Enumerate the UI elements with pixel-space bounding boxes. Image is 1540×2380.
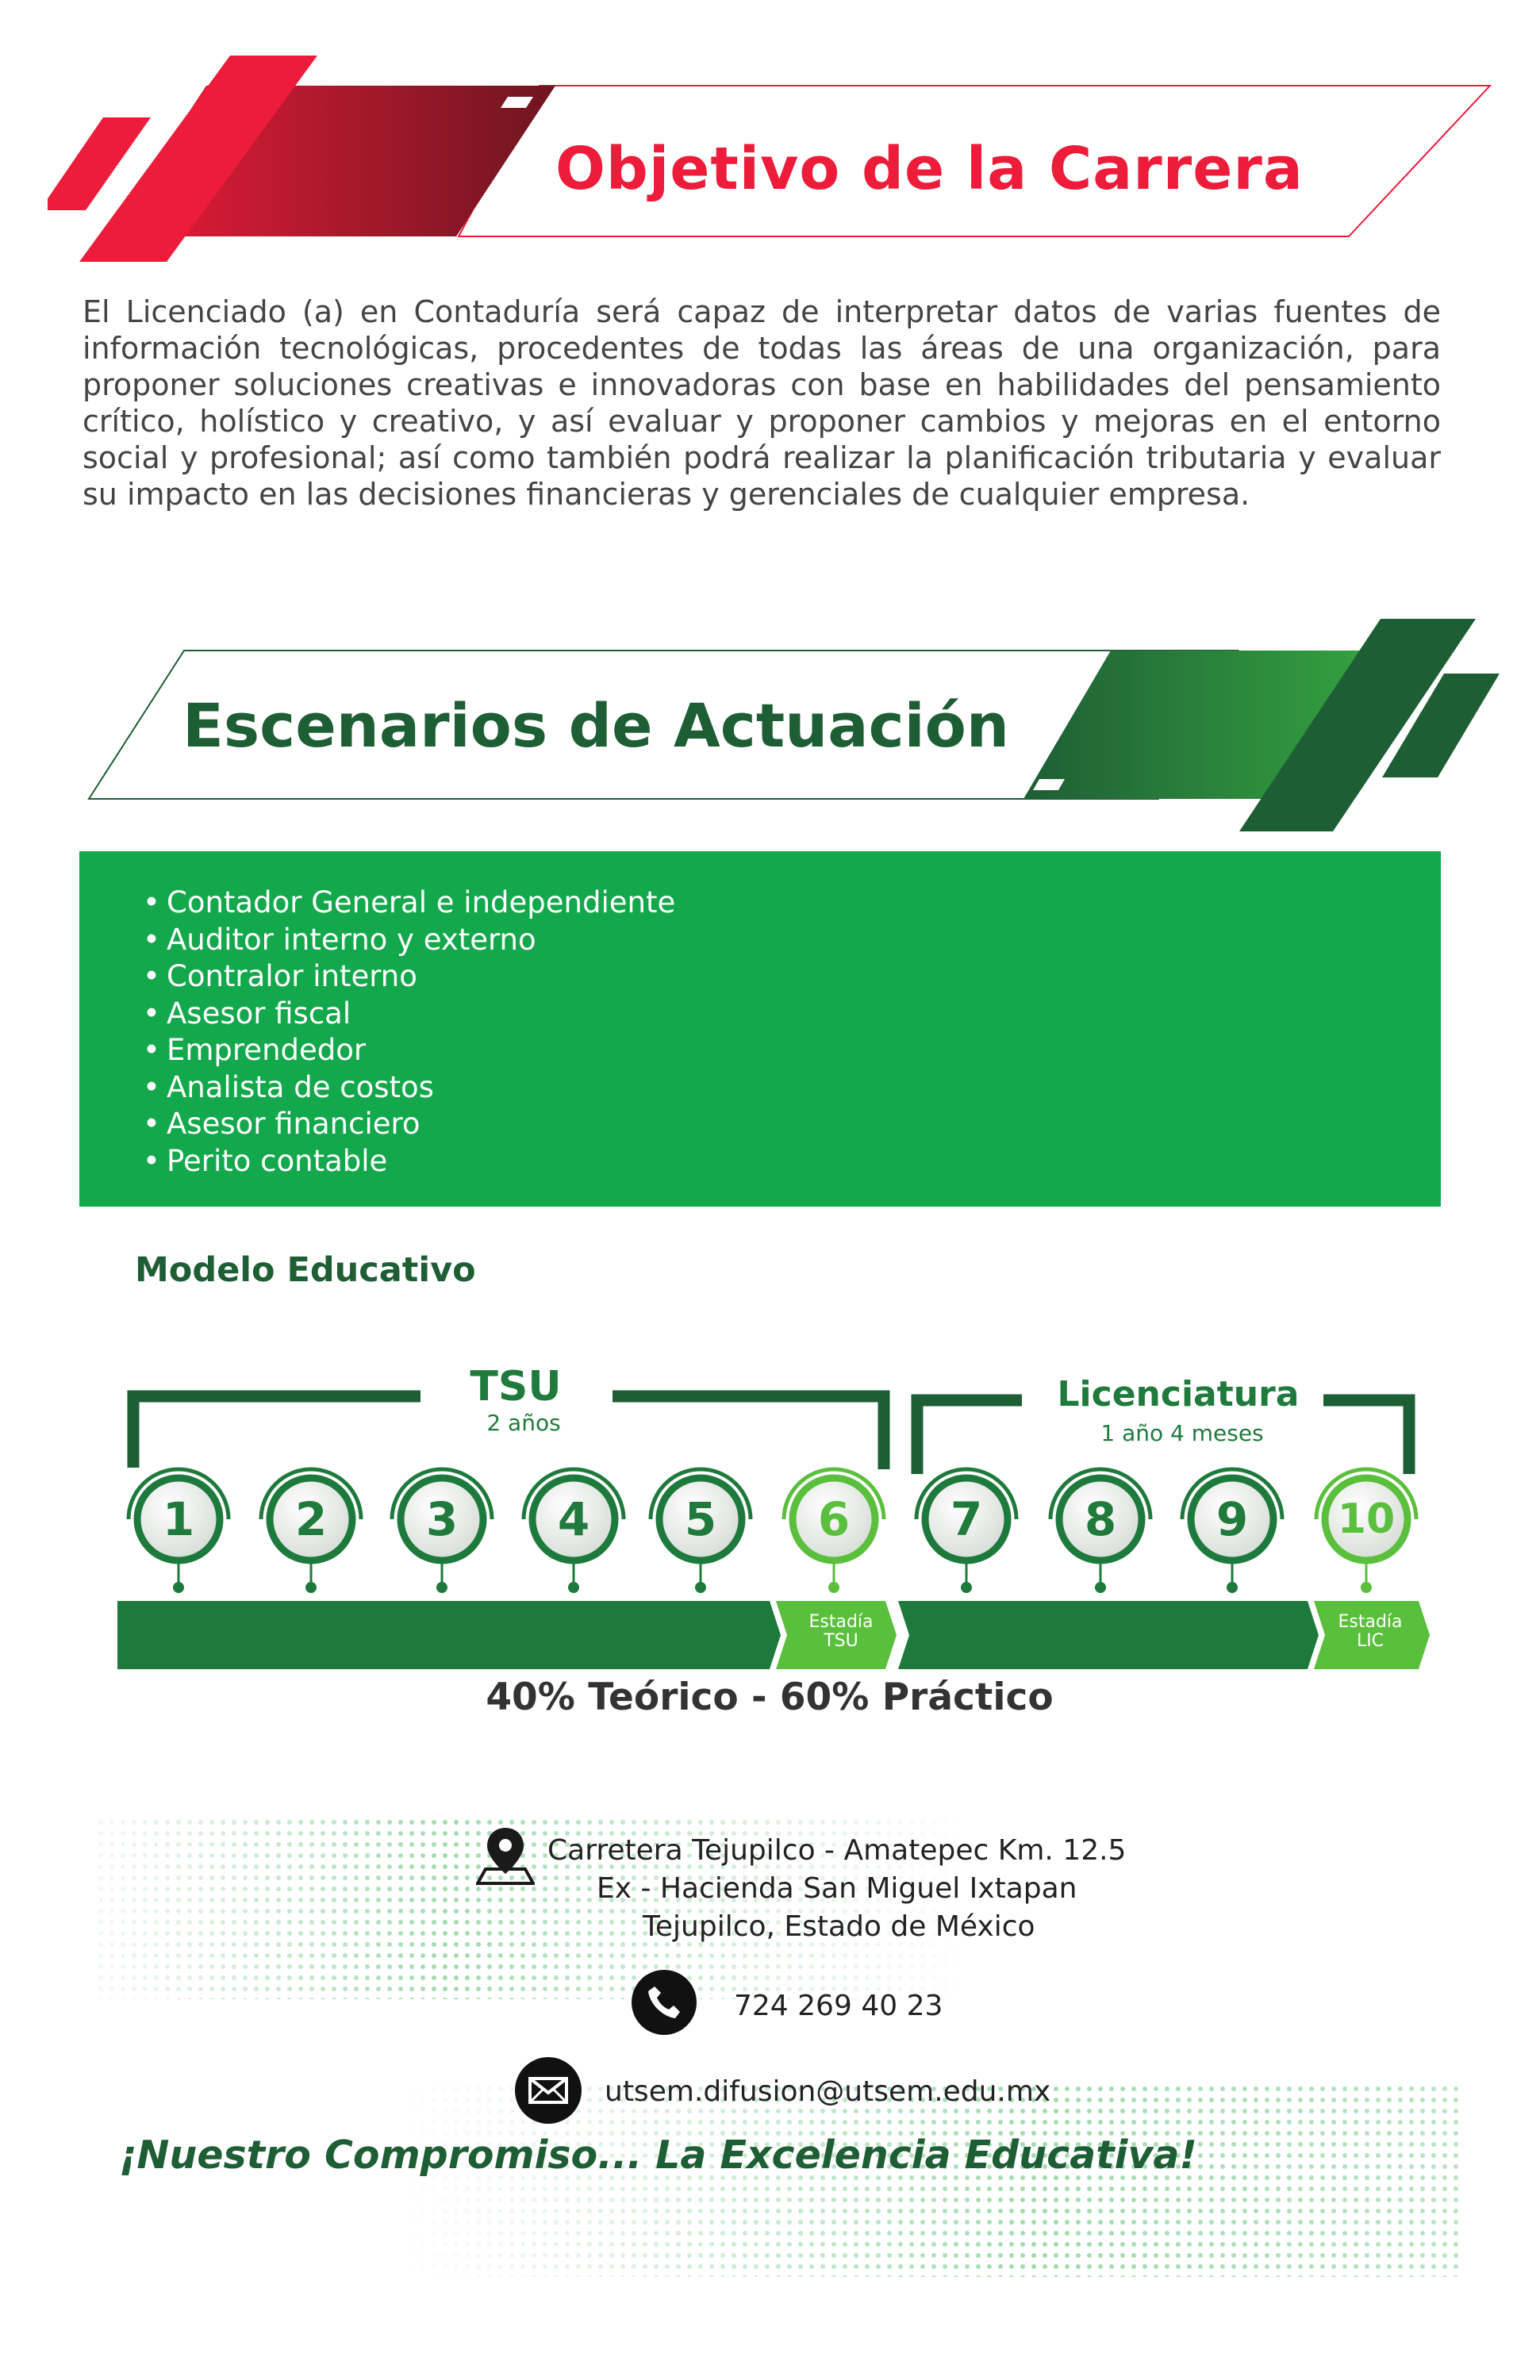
model-title: Modelo Educativo	[135, 1250, 476, 1290]
list-item: • Asesor fiscal	[143, 996, 1441, 1033]
step-1	[119, 1456, 238, 1614]
address-line-3: Tejupilco, Estado de México	[643, 1910, 1035, 1943]
ratio-text: 40% Teórico - 60% Práctico	[486, 1676, 1054, 1719]
mail-icon	[514, 2056, 582, 2125]
step-9	[1173, 1456, 1292, 1614]
list-item: • Perito contable	[143, 1143, 1441, 1180]
step-5	[641, 1456, 760, 1614]
step-number: 5	[684, 1492, 717, 1546]
list-item: • Auditor interno y externo	[143, 922, 1441, 959]
list-item: • Contador General e independiente	[143, 885, 1441, 922]
address-line-1: Carretera Tejupilco - Amatepec Km. 12.5	[547, 1834, 1127, 1867]
step-number: 3	[425, 1492, 459, 1546]
list-item: • Emprendedor	[143, 1032, 1441, 1069]
step-10	[1307, 1456, 1426, 1614]
step-number: 7	[950, 1492, 983, 1546]
licenciatura-title: Licenciatura	[1057, 1374, 1300, 1415]
step-7	[907, 1456, 1026, 1614]
scenarios-title: Escenarios de Actuación	[182, 690, 1009, 761]
list-item: • Analista de costos	[143, 1069, 1441, 1107]
scenarios-box	[79, 851, 1441, 1207]
list-item: • Asesor financiero	[143, 1106, 1441, 1143]
progress-bar	[117, 1601, 1434, 1669]
step-number: 9	[1215, 1492, 1249, 1546]
step-number: 6	[817, 1492, 851, 1546]
step-number: 10	[1337, 1495, 1396, 1543]
step-4	[514, 1456, 633, 1614]
scenarios-list	[79, 851, 1441, 1180]
step-number: 8	[1084, 1492, 1117, 1546]
step-8	[1041, 1456, 1160, 1614]
slogan: ¡Nuestro Compromiso... La Excelencia Educativa!	[119, 2132, 1197, 2178]
address-line-2: Ex - Hacienda San Miguel Ixtapan	[597, 1872, 1077, 1905]
stage-tsu-label: Estadía TSU	[808, 1612, 874, 1651]
list-item: • Contralor interno	[143, 958, 1441, 996]
tsu-title: TSU	[470, 1363, 562, 1411]
tsu-duration: 2 años	[486, 1410, 561, 1436]
step-3	[382, 1456, 501, 1614]
location-pin-icon	[476, 1825, 535, 1887]
email-link[interactable]: utsem.difusion@utsem.edu.mx	[605, 2075, 1051, 2108]
step-number: 2	[294, 1492, 328, 1546]
step-2	[252, 1456, 371, 1614]
step-number: 4	[557, 1492, 590, 1546]
licenciatura-duration: 1 año 4 meses	[1100, 1420, 1264, 1446]
step-number: 1	[162, 1492, 195, 1546]
step-6	[774, 1456, 893, 1614]
phone-number: 724 269 40 23	[734, 1990, 943, 2022]
stage-lic-label: Estadía LIC	[1338, 1612, 1403, 1651]
objective-text: El Licenciado (a) en Contaduría será capaz de interpretar datos de varias fuentes de información tecnológicas, procedentes de todas las áreas de una organización, para proponer soluciones creativas e innovadoras con base en habilidades del pensamiento crítico, holístico y creativo, y así evaluar y proponer cambios y mejoras en el entorno social y profesional; así como también podrá realizar la planificación tributaria y evaluar su impacto en las decisiones financieras y gerenciales de cualquier empresa.	[83, 294, 1441, 512]
objective-title: Objetivo de la Carrera	[555, 135, 1304, 203]
phone-icon	[631, 1969, 697, 2036]
